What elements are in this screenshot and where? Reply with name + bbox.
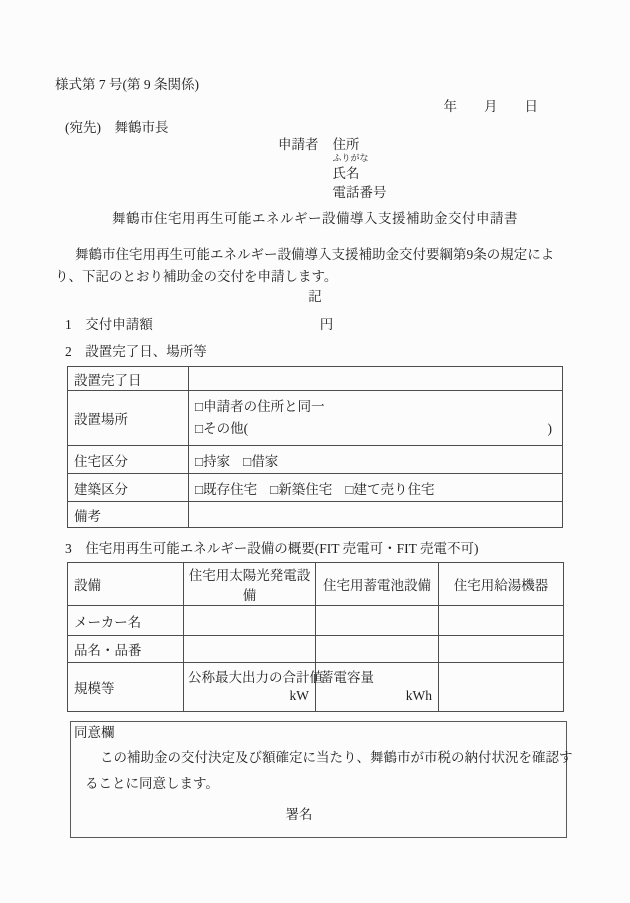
checkbox-icon: □ [195, 421, 204, 436]
table-row [68, 474, 563, 502]
document-title: 舞鶴市住宅用再生可能エネルギー設備導入支援補助金交付申請書 [112, 211, 518, 226]
close-paren: ) [547, 421, 552, 436]
applicant-label: 申請者 [278, 137, 319, 152]
consent-text-line: ることに同意します。 [85, 776, 219, 791]
signature-label: 署名 [285, 807, 313, 822]
section-1-label: 交付申請額 [85, 317, 153, 332]
ki-marker: 記 [308, 289, 322, 304]
table-row [68, 502, 563, 528]
product-pv-value [184, 636, 316, 663]
remarks-value [189, 502, 563, 528]
installation-table [67, 366, 563, 528]
pv-output-label: 公称最大出力の合計値 [188, 670, 323, 685]
product-label: 品名・品番 [68, 636, 184, 663]
table-header-row [68, 563, 564, 606]
body-line: り、下記のとおり補助金の交付を申請します。 [55, 269, 338, 284]
section-1-line [65, 317, 575, 333]
consent-title: 同意欄 [74, 725, 115, 740]
yen-unit-label: 円 [319, 317, 334, 332]
kw-unit-label: kW [289, 688, 309, 703]
maker-heater-value [439, 606, 564, 636]
table-row [68, 391, 563, 446]
checkbox-icon: □ [195, 453, 204, 469]
checkbox-icon: □ [345, 481, 354, 497]
section-3-heading [65, 541, 575, 557]
building-option: □既存住宅 [195, 481, 258, 497]
section-1-number: 1 [65, 317, 72, 332]
table-row [68, 663, 564, 712]
table-row [68, 606, 564, 636]
place-option-other-label: その他( [203, 421, 249, 436]
checkbox-icon: □ [195, 481, 204, 497]
table-row [68, 446, 563, 474]
name-label: 氏名 [332, 166, 360, 181]
building-type-label: 建築区分 [68, 474, 189, 502]
place-option-same-label: 申請者の住所と同一 [203, 399, 325, 414]
consent-text-line: この補助金の交付決定及び額確定に当たり、舞鶴市が市税の納付状況を確認す [100, 750, 573, 765]
consent-box [70, 721, 573, 838]
scale-pv-cell [184, 663, 323, 712]
body-paragraph [55, 244, 575, 288]
product-heater-value [439, 636, 564, 663]
water-heater-header: 住宅用給湯機器 [439, 563, 564, 606]
phone-label: 電話番号 [332, 185, 387, 200]
furigana-label: ふりがな [332, 153, 369, 163]
scale-battery-cell [316, 663, 439, 712]
form-number: 様式第 7 号(第 9 条関係) [55, 77, 199, 92]
applicant-block [278, 136, 575, 202]
place-options [189, 391, 563, 446]
place-label: 設置場所 [68, 391, 189, 446]
maker-label: メーカー名 [68, 606, 184, 636]
section-2-heading [65, 344, 575, 360]
building-option: □建て売り住宅 [345, 481, 435, 497]
equipment-header: 設備 [68, 563, 184, 606]
section-2-label: 設置完了日、場所等 [85, 344, 207, 359]
building-option: □新築住宅 [270, 481, 333, 497]
checkbox-icon: □ [243, 453, 252, 469]
applicant-fields [333, 136, 387, 202]
maker-pv-value [184, 606, 316, 636]
product-battery-value [316, 636, 439, 663]
checkbox-icon: □ [195, 399, 204, 414]
housing-option: □持家 [195, 453, 231, 469]
checkbox-icon: □ [270, 481, 279, 497]
body-line: 舞鶴市住宅用再生可能エネルギー設備導入支援補助金交付要綱第9条の規定によ [75, 247, 555, 262]
section-3-label: 住宅用再生可能エネルギー設備の概要(FIT 売電可・FIT 売電不可) [85, 541, 479, 556]
addressee: (宛先) 舞鶴市長 [65, 120, 169, 135]
completion-date-value [189, 367, 563, 391]
battery-capacity-label: 蓄電容量 [320, 670, 374, 685]
housing-option: □借家 [243, 453, 279, 469]
completion-date-label: 設置完了日 [68, 367, 189, 391]
scale-heater-value [439, 663, 564, 712]
building-type-options [189, 474, 563, 502]
place-option-other [195, 418, 556, 440]
equipment-table [67, 562, 564, 712]
table-row [68, 636, 564, 663]
pv-header: 住宅用太陽光発電設備 [184, 563, 316, 606]
section-2-number: 2 [65, 344, 72, 359]
maker-battery-value [316, 606, 439, 636]
table-row [68, 367, 563, 391]
remarks-label: 備考 [68, 502, 189, 528]
housing-type-label: 住宅区分 [68, 446, 189, 474]
scale-label: 規模等 [68, 663, 184, 712]
battery-header: 住宅用蓄電池設備 [316, 563, 439, 606]
date-line: 年 月 日 [443, 99, 538, 114]
address-label: 住所 [332, 137, 360, 152]
kwh-unit-label: kWh [405, 688, 432, 703]
housing-type-options [189, 446, 563, 474]
section-3-number: 3 [65, 541, 72, 556]
place-option-same [195, 396, 556, 418]
